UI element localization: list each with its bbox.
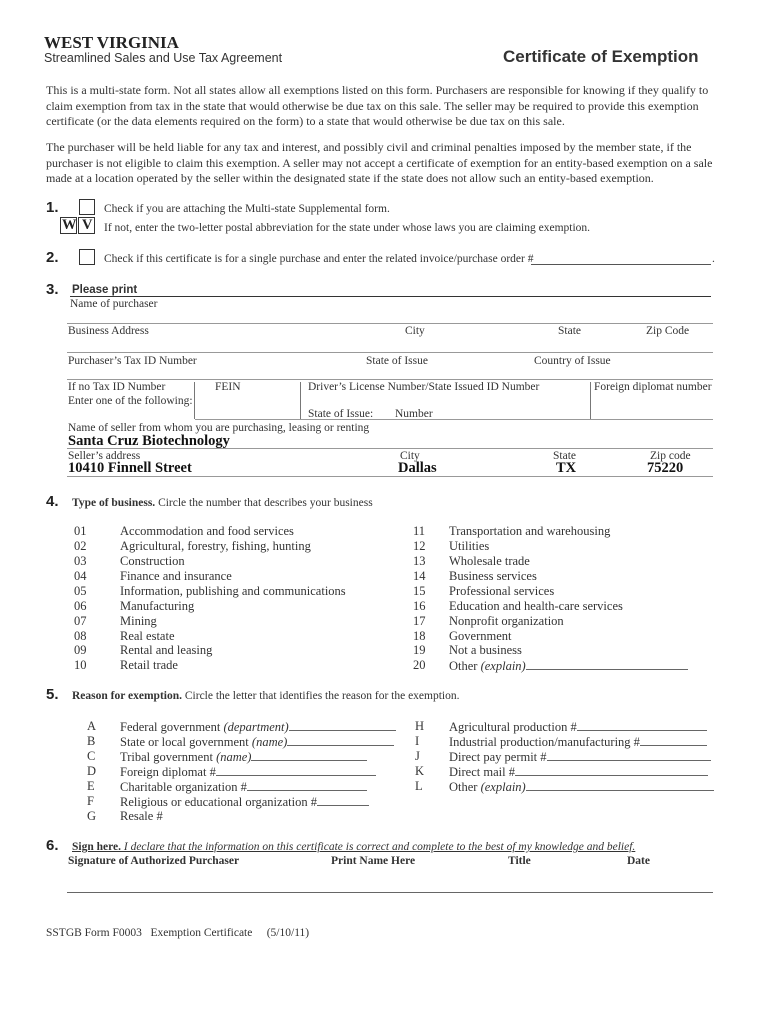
reason-text: Direct pay permit #: [449, 750, 547, 764]
foreign-diplomat-label: Foreign diplomat number: [594, 381, 712, 393]
reason-text: Agricultural production #: [449, 720, 577, 734]
business-address-line[interactable]: [67, 352, 713, 353]
reason-text: Other: [449, 780, 481, 794]
business-type: Professional services: [449, 584, 555, 598]
reason-bold: Reason for exemption.: [72, 690, 182, 702]
reason-letter[interactable]: F: [87, 794, 94, 808]
reason-item: [120, 794, 369, 810]
business-type: Rental and leasing: [120, 643, 213, 657]
business-code[interactable]: 16: [413, 599, 426, 613]
business-other-text: Other: [449, 659, 481, 673]
business-code[interactable]: 01: [74, 524, 87, 538]
section-5-number: 5.: [46, 686, 59, 703]
section-4-number: 4.: [46, 493, 59, 510]
declaration-text: I declare that the information on this certificate is correct and complete to the best of my knowledge and belief.: [121, 841, 636, 853]
state-letter-2: V: [82, 217, 93, 233]
reason-text: Tribal government: [120, 750, 217, 764]
business-type: Manufacturing: [120, 599, 195, 613]
section-2-text: Check if this certificate is for a single purchase and enter the related invoice/purchase order #: [104, 253, 534, 265]
business-code[interactable]: 17: [413, 614, 426, 628]
please-print-label: Please print: [72, 284, 138, 296]
id-divider-2: [300, 382, 301, 419]
business-code[interactable]: 08: [74, 629, 87, 643]
business-other-blank[interactable]: [526, 658, 688, 670]
title-label: Title: [508, 855, 531, 867]
business-type: Construction: [120, 554, 185, 568]
reason-text: Federal government: [120, 720, 224, 734]
reason-text: State or local government: [120, 735, 252, 749]
no-tax-id-label: If no Tax ID Number: [68, 381, 166, 393]
state-heading: WEST VIRGINIA: [44, 33, 179, 52]
reason-item: [120, 764, 376, 780]
form-footer: SSTGB Form F0003 Exemption Certificate (5/10/11): [46, 927, 310, 939]
business-code[interactable]: 02: [74, 539, 87, 553]
reason-item: [449, 764, 708, 780]
reason-text: Charitable organization #: [120, 780, 247, 794]
business-code[interactable]: 19: [413, 643, 426, 657]
intro-paragraph-2: The purchaser will be held liable for any tax and interest, and possibly civil and criminal penalties imposed by the member state, if the purchaser is not eligible to claim this exemption. A seller may not accept a certificate of exemption for an entity-based exemption on a sale made at a location operated by the seller within the designated state if the state does not allow such an entity-based exemption.: [46, 140, 713, 185]
business-type: Education and health-care services: [449, 599, 623, 613]
reason-for-exemption-label: [72, 690, 460, 702]
section-2-number: 2.: [46, 249, 59, 266]
reason-letter[interactable]: J: [415, 749, 420, 763]
reason-letter[interactable]: H: [415, 719, 425, 733]
seller-zip-value[interactable]: 75220: [647, 460, 684, 476]
enter-one-label: Enter one of the following:: [68, 395, 193, 407]
business-code[interactable]: 07: [74, 614, 87, 628]
state-of-issue-label: State of Issue: [366, 355, 428, 367]
reason-blank[interactable]: [577, 719, 707, 731]
tax-id-label: Purchaser’s Tax ID Number: [68, 355, 197, 367]
business-code[interactable]: 15: [413, 584, 426, 598]
state-of-issue-dl-label: State of Issue:: [308, 408, 374, 420]
reason-rest: Circle the letter that identifies the reason for the exemption.: [182, 690, 460, 702]
purchaser-name-line[interactable]: [67, 323, 713, 324]
state-letter-box-2[interactable]: [78, 217, 95, 234]
section-1-number: 1.: [46, 199, 59, 216]
reason-letter[interactable]: C: [87, 749, 96, 763]
reason-item: [120, 734, 394, 750]
business-type: Not a business: [449, 643, 522, 657]
single-purchase-checkbox[interactable]: [79, 249, 95, 265]
business-code[interactable]: 14: [413, 569, 426, 583]
business-code[interactable]: 20: [413, 658, 426, 672]
intro-paragraph-1: This is a multi-state form. Not all states allow all exemptions listed on this form. Purchasers are responsible for knowing if they qualify to claim exemption from tax in the state that would otherwise be due tax on this sale. The seller may be required to provide this exemption certificate (or the data elements required on the form) to a state that would otherwise be due tax on this sale.: [46, 83, 709, 128]
reason-item: [449, 779, 714, 795]
business-code[interactable]: 13: [413, 554, 426, 568]
number-label: Number: [395, 408, 433, 420]
business-other-italic: (explain): [480, 659, 526, 673]
business-code[interactable]: 03: [74, 554, 87, 568]
reason-letter[interactable]: E: [87, 779, 95, 793]
section-1-state-text: If not, enter the two-letter postal abbreviation for the state under whose laws you are claiming exemption.: [104, 222, 591, 234]
business-address-label: Business Address: [68, 325, 149, 337]
business-type: Nonprofit organization: [449, 614, 564, 628]
reason-text: Direct mail #: [449, 765, 515, 779]
reason-blank[interactable]: [247, 779, 367, 791]
reason-text: Industrial production/manufacturing #: [449, 735, 640, 749]
seller-address-label: Seller’s address: [68, 450, 141, 462]
city-label: City: [405, 325, 425, 337]
reason-item: [120, 719, 396, 735]
section-1-check-text: Check if you are attaching the Multi-state Supplemental form.: [104, 203, 390, 215]
reason-item: [449, 719, 707, 735]
reason-letter[interactable]: D: [87, 764, 97, 778]
reason-text: Resale #: [120, 809, 163, 823]
country-of-issue-label: Country of Issue: [534, 355, 611, 367]
type-of-business-rest: Circle the number that describes your business: [155, 497, 373, 509]
business-code[interactable]: 18: [413, 629, 426, 643]
business-type: Retail trade: [120, 658, 178, 672]
reason-blank[interactable]: [515, 764, 708, 776]
business-type: Accommodation and food services: [120, 524, 294, 538]
reason-blank[interactable]: [547, 749, 711, 761]
reason-letter[interactable]: G: [87, 809, 97, 823]
business-code[interactable]: 05: [74, 584, 87, 598]
reason-text: Religious or educational organization #: [120, 795, 317, 809]
seller-address-line: [67, 476, 713, 477]
state-letter-box-1[interactable]: [60, 217, 77, 234]
drivers-license-label: Driver’s License Number/State Issued ID Number: [308, 381, 540, 393]
print-name-label: Print Name Here: [331, 855, 416, 867]
business-type: Real estate: [120, 629, 175, 643]
business-type: Government: [449, 629, 512, 643]
seller-state-value[interactable]: TX: [556, 460, 577, 476]
business-type: Information, publishing and communications: [120, 584, 346, 598]
reason-blank[interactable]: [251, 749, 367, 761]
business-code[interactable]: 04: [74, 569, 87, 583]
please-print-line: [70, 296, 711, 297]
reason-blank[interactable]: [317, 794, 369, 806]
reason-item: [120, 779, 367, 795]
type-of-business-bold: Type of business.: [72, 497, 156, 509]
reason-blank[interactable]: [640, 734, 707, 746]
seller-zip-label: Zip code: [650, 450, 691, 462]
business-code[interactable]: 12: [413, 539, 426, 553]
business-type: Utilities: [449, 539, 490, 553]
business-code[interactable]: 09: [74, 643, 87, 657]
business-type: Agricultural, forestry, fishing, hunting: [120, 539, 311, 553]
type-of-business-label: [72, 497, 373, 509]
seller-name-line: [67, 448, 713, 449]
purchaser-name-label: Name of purchaser: [70, 298, 158, 310]
id-divider-3: [590, 382, 591, 419]
id-divider-1: [194, 382, 195, 419]
reason-italic: (name): [216, 750, 252, 764]
seller-address-value[interactable]: 10410 Finnell Street: [68, 460, 192, 476]
reason-blank[interactable]: [526, 779, 714, 791]
reason-text: Foreign diplomat #: [120, 765, 216, 779]
seller-city-label: City: [400, 450, 420, 462]
sign-here-declaration: [72, 841, 635, 853]
reason-italic: (name): [251, 735, 288, 749]
signature-label: Signature of Authorized Purchaser: [68, 855, 240, 867]
fein-label: FEIN: [215, 381, 241, 393]
reason-letter[interactable]: I: [415, 734, 420, 748]
reason-item: [120, 749, 367, 765]
tax-id-line[interactable]: [67, 379, 713, 380]
reason-blank[interactable]: [287, 734, 394, 746]
business-code[interactable]: 06: [74, 599, 87, 613]
sign-here-bold: Sign here.: [72, 841, 121, 853]
page-title: Certificate of Exemption: [503, 47, 699, 66]
seller-name-value[interactable]: Santa Cruz Biotechnology: [68, 433, 230, 449]
reason-letter[interactable]: L: [415, 779, 423, 793]
reason-letter[interactable]: A: [87, 719, 97, 733]
business-type: Mining: [120, 614, 157, 628]
business-type: Transportation and warehousing: [449, 524, 611, 538]
reason-letter[interactable]: K: [415, 764, 425, 778]
business-type: Business services: [449, 569, 537, 583]
seller-name-label: Name of seller from whom you are purchasing, leasing or renting: [68, 422, 370, 434]
section-2-end: .: [712, 253, 715, 265]
reason-letter[interactable]: B: [87, 734, 96, 748]
reason-item: [449, 749, 711, 765]
date-label: Date: [627, 855, 650, 867]
business-type: Wholesale trade: [449, 554, 530, 568]
reason-italic: (department): [223, 720, 289, 734]
signature-line[interactable]: [67, 892, 713, 893]
state-label: State: [558, 325, 581, 337]
seller-state-label: State: [553, 450, 576, 462]
zip-code-label: Zip Code: [646, 325, 690, 337]
reason-item: [449, 734, 707, 750]
section-6-number: 6.: [46, 837, 59, 854]
business-code[interactable]: 11: [413, 524, 426, 538]
agreement-subtitle: Streamlined Sales and Use Tax Agreement: [44, 51, 283, 65]
id-fields-line[interactable]: [195, 419, 713, 420]
multistate-supplemental-checkbox[interactable]: [79, 199, 95, 215]
section-3-number: 3.: [46, 281, 59, 298]
reason-blank[interactable]: [216, 764, 376, 776]
seller-city-value[interactable]: Dallas: [398, 460, 437, 476]
business-type: Finance and insurance: [120, 569, 232, 583]
reason-blank[interactable]: [289, 719, 396, 731]
reason-italic: (explain): [480, 780, 526, 794]
business-type-other: [449, 658, 688, 674]
business-code[interactable]: 10: [74, 658, 87, 672]
invoice-number-line[interactable]: [531, 264, 711, 265]
reason-item: [120, 809, 163, 824]
state-letter-1: W: [62, 217, 77, 233]
